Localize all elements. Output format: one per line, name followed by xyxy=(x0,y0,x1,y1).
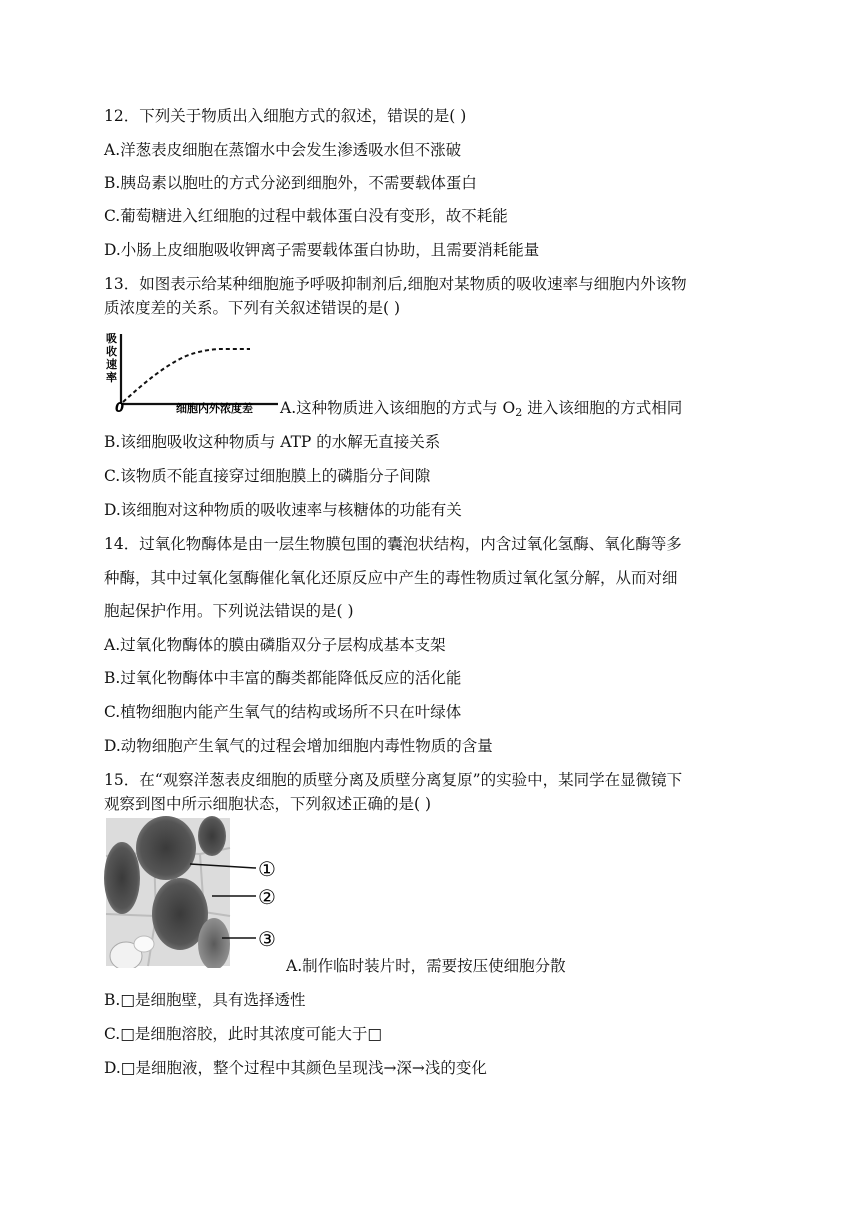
q13-option-d: D.该细胞对这种物质的吸收速率与核糖体的功能有关 xyxy=(104,501,462,519)
q14-option-a: A.过氧化物酶体的膜由磷脂双分子层构成基本支架 xyxy=(104,636,446,654)
q13-option-a-subscript: 2 xyxy=(515,406,523,419)
label-2: ② xyxy=(258,885,276,909)
label-1: ① xyxy=(258,857,276,881)
graph-curve xyxy=(123,349,250,402)
q15-micrograph xyxy=(104,816,284,968)
q15-option-a: A.制作临时装片时，需要按压使细胞分散 xyxy=(286,957,566,975)
q14-stem-line1: 14．过氧化物酶体是由一层生物膜包围的囊泡状结构，内含过氧化氢酶、氧化酶等多 xyxy=(104,535,682,553)
q14-option-c: C.植物细胞内能产生氧气的结构或场所不只在叶绿体 xyxy=(104,703,462,721)
q12-option-c: C.葡萄糖进入红细胞的过程中载体蛋白没有变形，故不耗能 xyxy=(104,207,508,225)
graph-origin: 0 xyxy=(115,401,125,414)
q15-option-b: B.□是细胞壁，具有选择透性 xyxy=(104,991,306,1009)
q13-stem-line2: 质浓度差的关系。下列有关叙述错误的是( ) xyxy=(104,299,401,317)
graph-ylabel-char: 收 xyxy=(106,345,117,358)
q12-stem: 12．下列关于物质出入细胞方式的叙述，错误的是( ) xyxy=(104,107,467,125)
q13-option-a-text-end: 进入该细胞的方式相同 xyxy=(522,399,683,417)
q15-option-c: C.□是细胞溶胶，此时其浓度可能大于□ xyxy=(104,1025,383,1043)
q12-option-a: A.洋葱表皮细胞在蒸馏水中会发生渗透吸水但不涨破 xyxy=(104,141,462,159)
q13-option-c: C.该物质不能直接穿过细胞膜上的磷脂分子间隙 xyxy=(104,467,431,485)
cell-protoplast-top-right xyxy=(198,816,226,856)
graph-xlabel: 细胞内外浓度差 xyxy=(176,402,253,414)
graph-ylabel-char: 速 xyxy=(106,358,117,371)
graph-ylabel xyxy=(106,331,117,384)
q14-stem-line2: 种酶，其中过氧化氢酶催化氧化还原反应中产生的毒性物质过氧化氢分解，从而对细 xyxy=(104,569,678,587)
q14-option-d: D.动物细胞产生氧气的过程会增加细胞内毒性物质的含量 xyxy=(104,737,493,755)
cell-protoplast-top xyxy=(136,816,196,880)
q15-option-d: D.□是细胞液，整个过程中其颜色呈现浅→深→浅的变化 xyxy=(104,1059,487,1077)
label-3: ③ xyxy=(258,927,276,951)
q12-option-b: B.胰岛素以胞吐的方式分泌到细胞外，不需要载体蛋白 xyxy=(104,174,477,192)
q13-option-a xyxy=(280,398,682,423)
graph-ylabel-char: 吸 xyxy=(106,332,117,345)
q13-option-b: B.该细胞吸收这种物质与 ATP 的水解无直接关系 xyxy=(104,433,441,451)
q12-option-d: D.小肠上皮细胞吸收钾离子需要载体蛋白协助，且需要消耗能量 xyxy=(104,241,540,259)
q13-stem-line1: 13．如图表示给某种细胞施予呼吸抑制剂后,细胞对某物质的吸收速率与细胞内外该物 xyxy=(104,275,687,293)
cell-protoplast-bottom-right xyxy=(198,918,230,968)
q13-graph xyxy=(104,328,280,414)
q13-option-a-text: A.这种物质进入该细胞的方式与 O xyxy=(280,399,516,417)
q15-stem-line2: 观察到图中所示细胞状态，下列叙述正确的是( ) xyxy=(104,795,432,813)
q14-stem-line3: 胞起保护作用。下列说法错误的是( ) xyxy=(104,602,354,620)
q14-option-b: B.过氧化物酶体中丰富的酶类都能降低反应的活化能 xyxy=(104,669,462,687)
q15-stem-line1: 15．在“观察洋葱表皮细胞的质壁分离及质壁分离复原”的实验中，某同学在显微镜下 xyxy=(104,771,683,789)
cell-protoplast-left xyxy=(104,842,140,914)
graph-ylabel-char: 率 xyxy=(106,371,117,384)
